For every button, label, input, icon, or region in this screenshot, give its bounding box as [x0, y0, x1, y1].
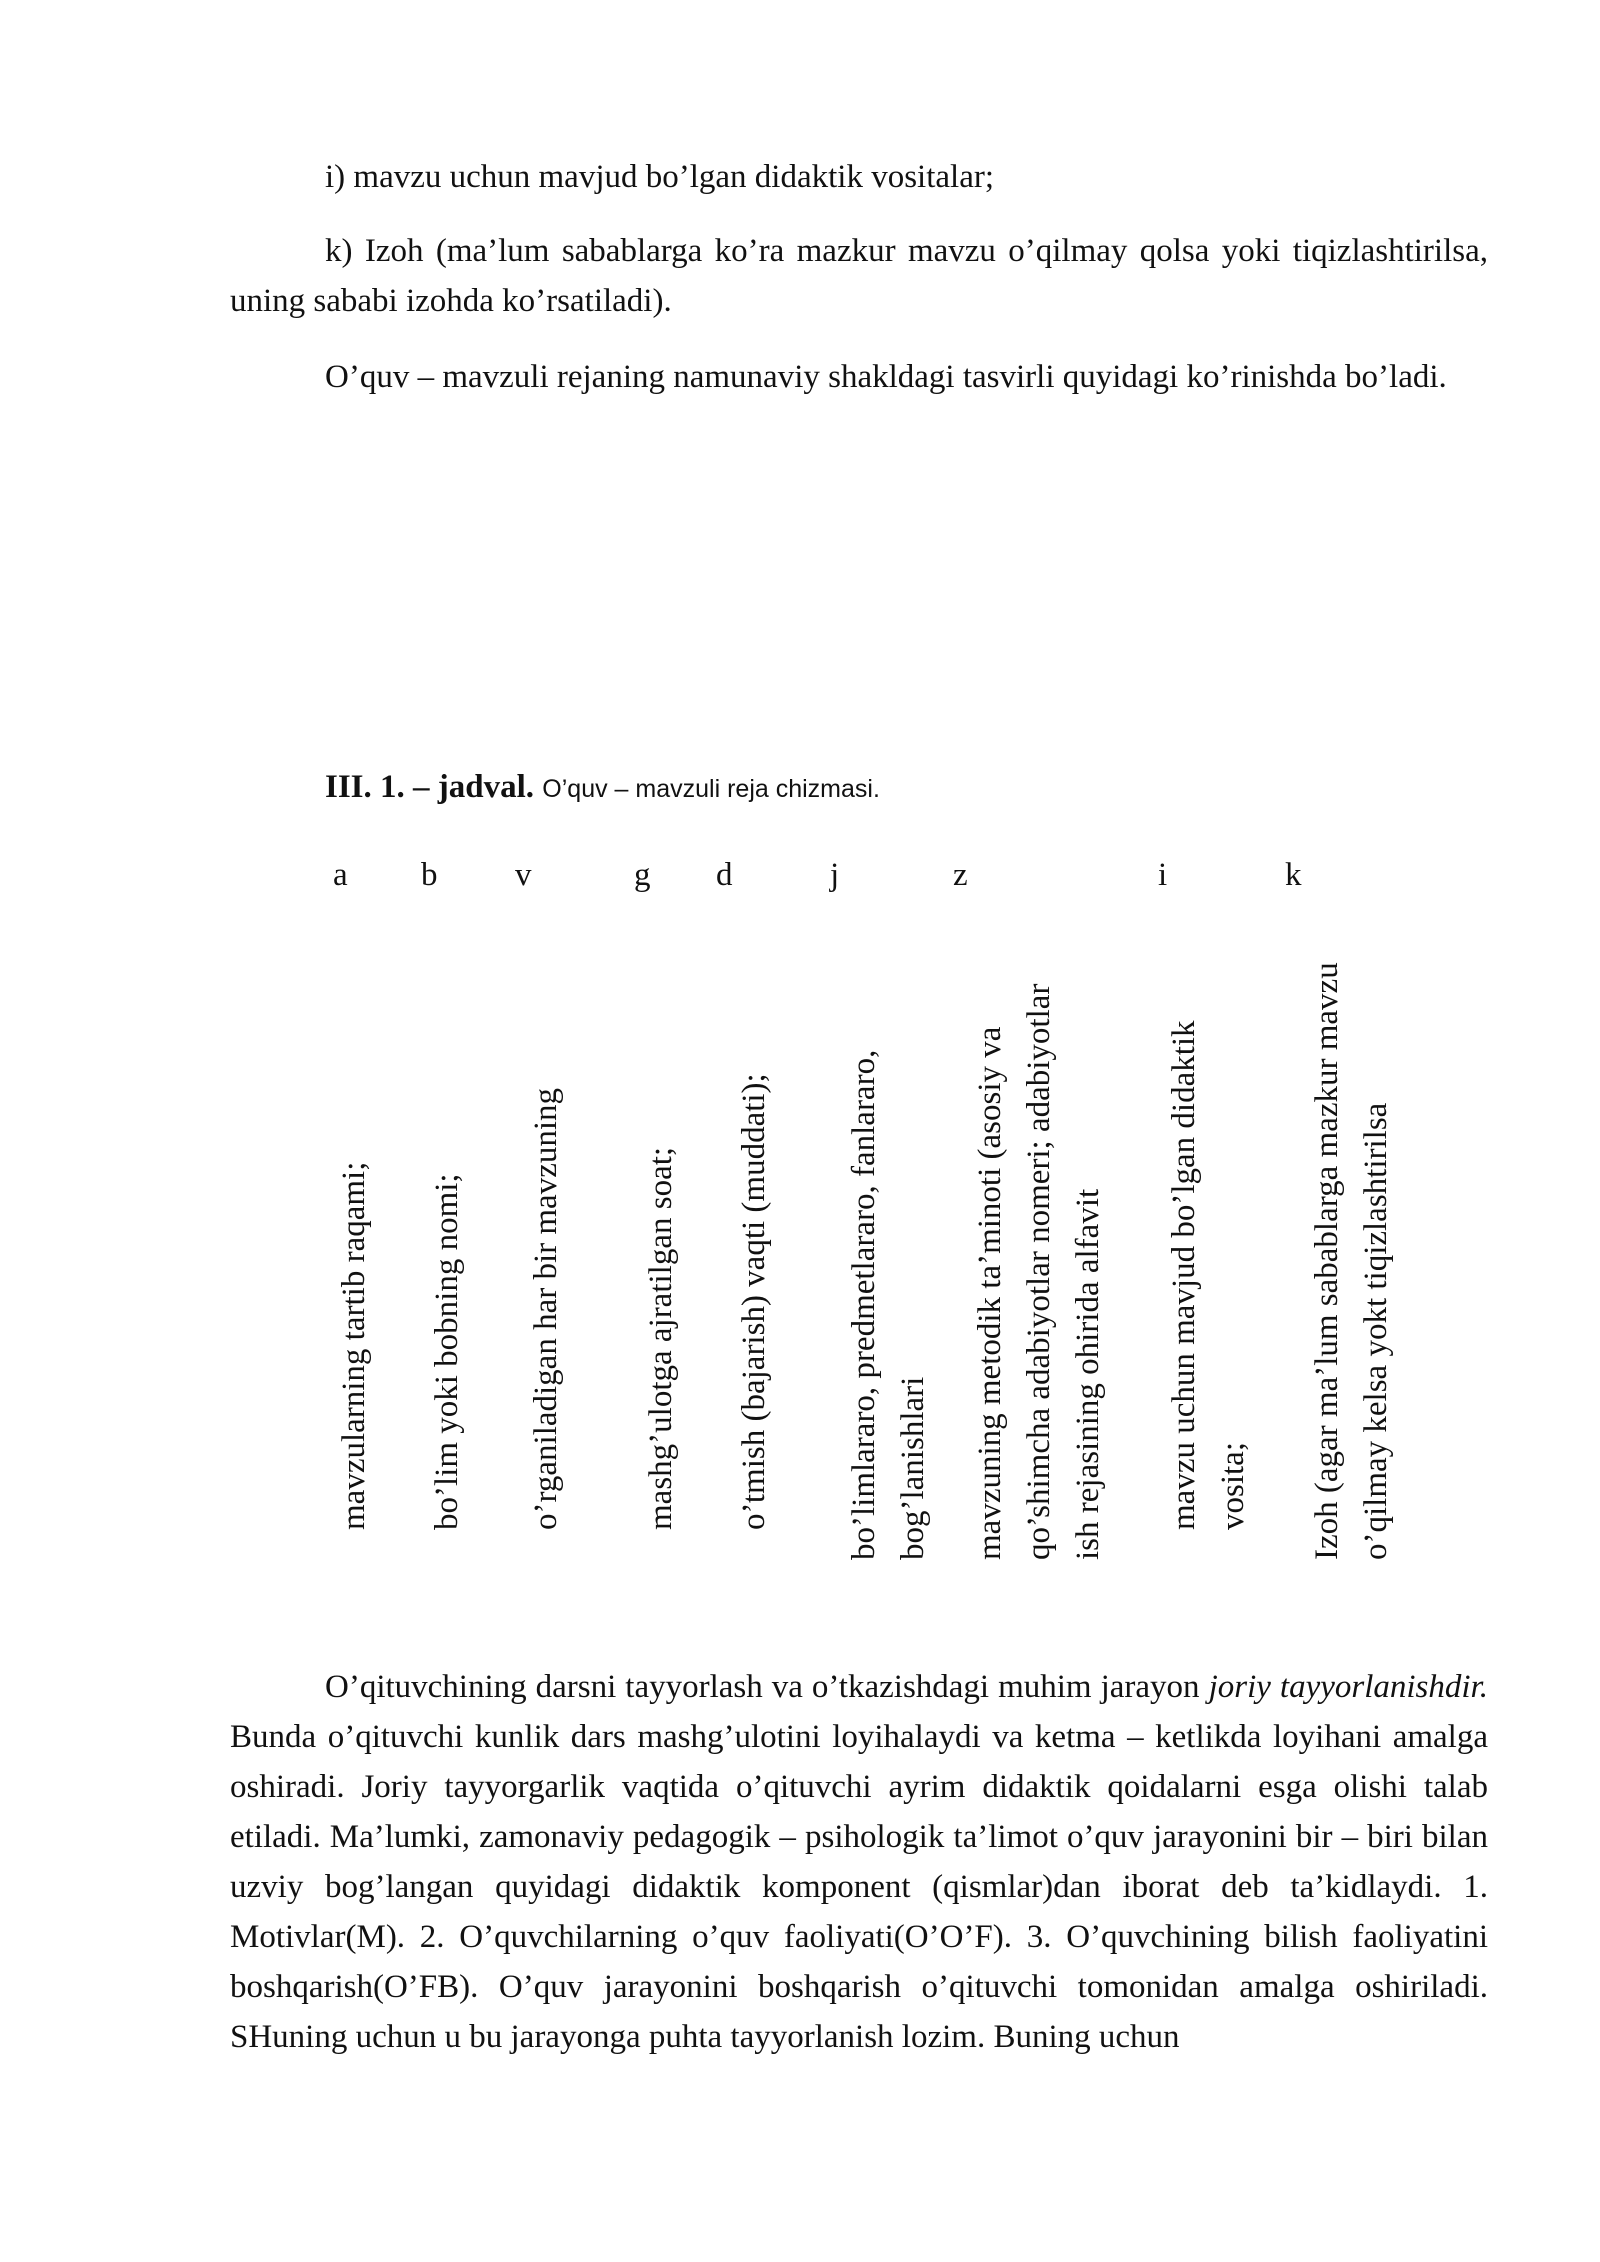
- table-caption: [325, 762, 880, 814]
- column-letter-j: j: [830, 857, 840, 893]
- column-text-j: bo’limlararo, predmetlararo, fanlararo, bog’lanishlari: [846, 1049, 931, 1560]
- column-letter-z: z: [953, 857, 968, 893]
- column-text-d-cell: [730, 940, 780, 1560]
- column-letter-d: d: [716, 857, 733, 893]
- body-paragraph-italic: joriy tayyorlanishdir.: [1208, 1669, 1488, 1705]
- lead-paragraph: O’quv – mavzuli rejaning namunaviy shakldagi tasvirli quyidagi ko’rinishda bo’ladi.: [325, 359, 1447, 395]
- column-text-a-cell: [330, 940, 380, 1560]
- column-text-k-cell: [1303, 940, 1415, 1560]
- table-caption-title: O’quv – mavzuli reja chizmasi.: [542, 775, 880, 803]
- body-paragraph: [230, 1662, 1488, 2062]
- column-letter-i: i: [1158, 857, 1168, 893]
- column-text-i-cell: [1160, 940, 1260, 1560]
- table-caption-number: III. 1. – jadval.: [325, 769, 535, 805]
- column-text-g: mashg’ulotga ajratilgan soat;: [643, 1146, 679, 1530]
- column-text-j-cell: [840, 940, 931, 1560]
- column-text-b: bo’lim yoki bobning nomi;: [429, 1173, 465, 1530]
- column-letter-b: b: [421, 857, 438, 893]
- column-letter-v: v: [515, 857, 532, 893]
- column-text-z: mavzuning metodik ta’minoti (asosiy va qo’shimcha adabiyotlar nomeri; adabiyotlar ish rejasining ohirida alfavit: [972, 983, 1106, 1560]
- list-item-k: k) Izoh (ma’lum sabablarga ko’ra mazkur mavzu o’qilmay qolsa yoki tiqizlashtirilsa, uning sababi izohda ko’rsatiladi).: [230, 233, 1488, 319]
- column-text-g-cell: [637, 940, 687, 1560]
- column-letter-a: a: [333, 857, 348, 893]
- body-paragraph-start: O’qituvchining darsni tayyorlash va o’tkazishdagi muhim jarayon: [325, 1669, 1209, 1705]
- column-text-d: o’tmish (bajarish) vaqti (muddati);: [736, 1073, 772, 1530]
- column-letter-g: g: [634, 857, 651, 893]
- column-text-v-cell: [522, 940, 572, 1560]
- column-text-k: Izoh (agar ma’lum sabablarga mazkur mavzu o’qilmay kelsa yokt tiqizlashtirilsa: [1309, 962, 1394, 1560]
- column-text-i: mavzu uchun mavjud bo’lgan didaktik vosita;: [1166, 1020, 1251, 1530]
- column-text-b-cell: [423, 940, 473, 1560]
- body-paragraph-rest: Bunda o’qituvchi kunlik dars mashg’ulotini loyihalaydi va ketma – ketlikda loyihani amalga oshiradi. Joriy tayyorgarlik vaqtida o’qituvchi ayrim didaktik qoidalarni esga olishi talab etiladi. Ma’lumki, zamonaviy pedagogik – psihologik ta’limot o’quv jarayonini bir – biri bilan uzviy bog’langan quyidagi didaktik komponent (qismlar)dan iborat deb ta’kidlaydi. 1. Motivlar(M). 2. O’quvchilarning o’quv faoliyati(O’O’F). 3. O’quvchining bilish faoliyatini boshqarish(O’FB). O’quv jarayonini boshqarish o’qituvchi tomonidan amalga oshiriladi. SHuning uchun u bu jarayonga puhta tayyorlanish lozim. Buning uchun: [230, 1719, 1488, 2055]
- column-text-z-cell: [966, 940, 1106, 1560]
- list-item-i: i) mavzu uchun mavjud bo’lgan didaktik vositalar;: [325, 159, 995, 195]
- column-text-v: o’rganiladigan har bir mavzuning: [528, 1087, 564, 1530]
- column-text-a: mavzularning tartib raqami;: [336, 1161, 372, 1530]
- column-letter-k: k: [1285, 857, 1302, 893]
